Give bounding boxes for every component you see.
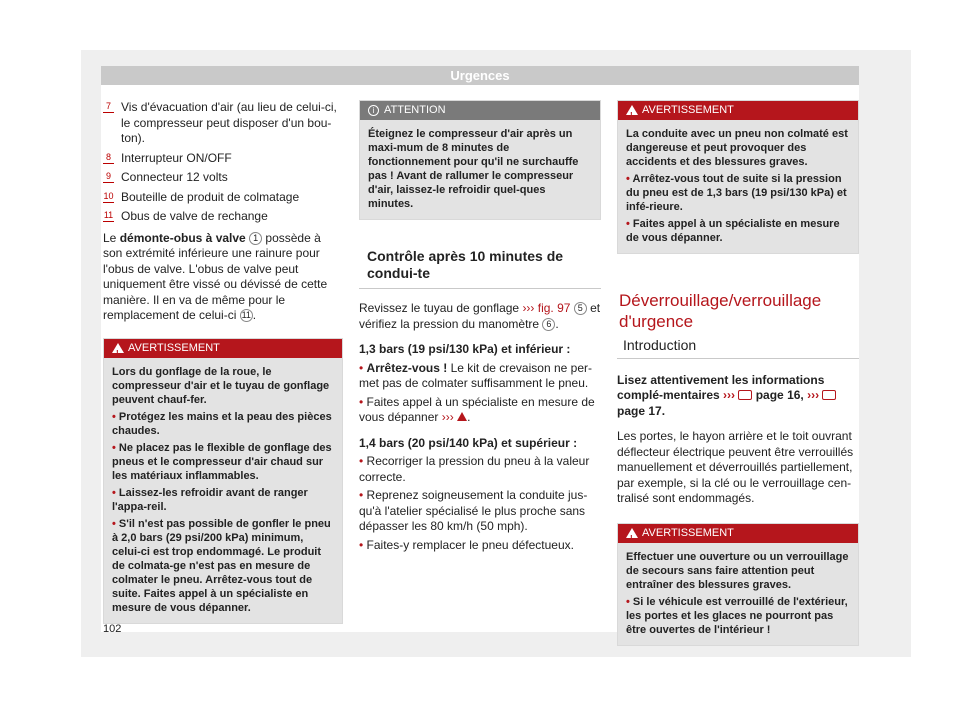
bullet-text: Protégez les mains et la peau des pièces chaudes. [112, 410, 332, 437]
warning-icon [626, 105, 638, 115]
bullet: • Protégez les mains et la peau des pièces chaudes. [112, 410, 332, 437]
pressure-low-heading: 1,3 bars (19 psi/130 kPa) et inférieur : [359, 342, 571, 356]
item-number: 10 [103, 190, 114, 201]
item-number: 11 [103, 210, 114, 220]
list-item [103, 100, 343, 147]
pressure-high-heading: 1,4 bars (20 psi/140 kPa) et supérieur : [359, 435, 578, 450]
warning-header [104, 339, 342, 358]
warning-icon [457, 412, 467, 421]
page-number: 102 [103, 623, 122, 635]
valve-paragraph: Le démonte-obus à valve 1 possède à son extrémité inférieure une rainure pour l'obus de valve. L'obus de valve peut uniquement être vissé ou dévissé de cette manière. Il en va de même pour le remplacement de celui-ci 11 . [103, 230, 328, 322]
list-item [103, 209, 343, 225]
bullet-text: Faites appel à un spécialiste en mesure de vous dépanner. [626, 218, 840, 244]
attention-header [360, 101, 600, 120]
column-1 [103, 100, 343, 624]
column-3 [617, 100, 859, 646]
attention-box [359, 100, 601, 220]
bullet: • Recorriger la pression du pneu à la valeur correcte. [359, 454, 590, 484]
warning-icon [112, 343, 124, 353]
callout-number: 6 [542, 318, 555, 331]
bullet: • S'il n'est pas possible de gonfler le pneu à 2,0 bars (29 psi/200 kPa) minimum, celui-ci est trop endommagé. Le produit de colmata-ge n'est pas en mesure de colmater le pneu. Arrêtez-vous tout de suite. Faites appel à un spécialiste en mesure de vous dépanner. [112, 517, 331, 614]
warning-intro: Lors du gonflage de la roue, le compresseur d'air et le tuyau de gonflage peuvent chauf-fer. [112, 365, 330, 406]
bullet: • Arrêtez-vous ! Le kit de crevaison ne per-met pas de colmater suffisamment le pneu. [359, 360, 592, 390]
bullet-text: Reprenez soigneusement la conduite jus-qu'à l'atelier spécialisé le plus proche sans dépasser les 80 km/h (50 mph). [359, 488, 588, 533]
warning-header [618, 524, 858, 543]
bullet-text: Recorriger la pression du pneu à la valeur correcte. [359, 454, 590, 484]
item-number: 9 [103, 171, 114, 183]
bullet-text: Arrêtez-vous tout de suite si la pression du pneu est de 1,3 bars (19 psi/130 kPa) et infé-rieure. [626, 173, 847, 213]
bullet: • Ne placez pas le flexible de gonflage des pneus et le compresseur d'air chaud sur les matériaux inflammables. [112, 441, 332, 482]
bullet: • Faites appel à un spécialiste en mesure de vous dépanner. [626, 218, 840, 244]
list-item [103, 151, 343, 167]
callout-number: 5 [574, 302, 587, 315]
section-header: Urgences [101, 66, 859, 85]
chapter-title-block [617, 290, 859, 359]
bullet: • Laissez-les refroidir avant de ranger l'appa-reil. [112, 486, 308, 513]
bullet-text: Le kit de crevaison ne per-met pas de colmater suffisamment le pneu. [359, 360, 592, 390]
item-text: Bouteille de produit de colmatage [121, 189, 300, 204]
warning-box [617, 523, 859, 646]
bold-text: Arrêtez-vous ! [366, 360, 448, 375]
bullet-text: Laissez-les refroidir avant de ranger l'appa-reil. [112, 486, 308, 513]
warning-link[interactable]: ››› [441, 410, 454, 424]
list-item [103, 170, 343, 186]
bullet: • Faites appel à un spécialiste en mesure de vous dépanner ››› . [359, 394, 595, 424]
info-icon: i [368, 105, 379, 116]
bullet-text: S'il n'est pas possible de gonfler le pneu à 2,0 bars (29 psi/200 kPa) minimum, celui-ci est trop endommagé. Le produit de colmata-ge n'est pas en mesure de colmater le pneu. Arrêtez-vous tout de suite. Faites appel à un spécialiste en mesure de vous dépanner. [112, 517, 331, 614]
warning-header [618, 101, 858, 120]
book-icon [822, 390, 836, 400]
warning-body [618, 120, 858, 253]
legend-list [103, 100, 343, 225]
warning-intro: Effectuer une ouverture ou un verrouillage de secours sans faire attention peut entraîner des blessures graves. [626, 550, 849, 591]
column-2 [359, 100, 601, 553]
bold-text: démonte-obus à valve [119, 230, 246, 245]
warning-intro: La conduite avec un pneu non colmaté est dangereuse et peut provoquer des accidents et des blessures graves. [626, 128, 848, 168]
text: possède à son extrémité inférieure une rainure pour l'obus de valve. L'obus de valve peut uniquement être vissé ou dévissé de cette manière. Il en va de même pour le remplacement de celui-ci [103, 230, 328, 322]
figure-link[interactable]: ››› fig. 97 [522, 301, 571, 315]
bullet-text: Faites appel à un spécialiste en mesure de vous dépanner [359, 394, 595, 424]
chapter-subtitle: Introduction [617, 338, 859, 359]
bullet: • Arrêtez-vous tout de suite si la pression du pneu est de 1,3 bars (19 psi/130 kPa) et infé-rieure. [626, 173, 847, 213]
text: Le [103, 230, 120, 245]
bullet-text: Si le véhicule est verrouillé de l'extérieur, les portes et les glaces ne pourront pas être ouvertes de l'intérieur ! [626, 595, 848, 636]
item-number: 7 [103, 101, 114, 113]
bold-text: Lisez attentivement les informations complé-mentaires [617, 372, 825, 402]
item-text: Connecteur 12 volts [121, 170, 228, 184]
link-arrows[interactable]: ››› [807, 388, 820, 402]
page-link[interactable]: page 17. [617, 403, 666, 418]
callout-number: 11 [241, 310, 251, 320]
section-heading: Contrôle après 10 minutes de condui-te [359, 248, 601, 289]
attention-title: ATTENTION [384, 104, 446, 116]
item-number: 8 [103, 152, 114, 164]
body-paragraph: Les portes, le hayon arrière et le toit ouvrant déflecteur électrique peuvent être verrouillés manuellement et déverrouillés partiellement, par exemple, si la clé ou le verrouillage cen-tralisé sont endommagés. [617, 429, 854, 505]
check-paragraph [359, 301, 601, 332]
text: . [555, 316, 559, 331]
warning-icon [626, 528, 638, 538]
warning-box [617, 100, 859, 254]
warning-title: AVERTISSEMENT [642, 104, 734, 116]
list-item [103, 190, 343, 206]
bullet: • Faites-y remplacer le pneu défectueux. [359, 537, 574, 552]
warning-title: AVERTISSEMENT [642, 526, 734, 539]
item-text: Obus de valve de rechange [121, 209, 268, 223]
bullet-text: Ne placez pas le flexible de gonflage des pneus et le compresseur d'air chaud sur les matériaux inflammables. [112, 441, 332, 482]
bullet: • Reprenez soigneusement la conduite jus-qu'à l'atelier spécialisé le plus proche sans dépasser les 80 km/h (50 mph). [359, 488, 588, 533]
bullet-text: Faites-y remplacer le pneu défectueux. [366, 537, 574, 552]
page-link[interactable]: page 16, [752, 388, 808, 402]
warning-body [618, 543, 858, 645]
item-text: Interrupteur ON/OFF [121, 150, 232, 165]
warning-title: AVERTISSEMENT [128, 341, 220, 354]
info-paragraph [617, 373, 859, 420]
text: et vérifiez la pression du manomètre [359, 301, 601, 331]
bullet: • Si le véhicule est verrouillé de l'extérieur, les portes et les glaces ne pourront pas être ouvertes de l'intérieur ! [626, 595, 848, 636]
chapter-title: Déverrouillage/verrouillage d'urgence [619, 291, 822, 331]
callout-number: 1 [249, 232, 262, 245]
link-arrows[interactable]: ››› [723, 388, 736, 402]
attention-body: Éteignez le compresseur d'air après un maxi-mum de 8 minutes de fonctionnement pour qu'il ne surchauffe pas ! Avant de rallumer le compresseur d'air, laissez-le refroidir quel-ques minutes. [360, 120, 600, 219]
text: Revissez le tuyau de gonflage [359, 301, 523, 315]
warning-box [103, 338, 343, 624]
item-text: Vis d'évacuation d'air (au lieu de celui-ci, le compresseur peut disposer d'un bou-ton). [121, 100, 337, 145]
warning-body [104, 358, 342, 623]
book-icon [738, 390, 752, 400]
